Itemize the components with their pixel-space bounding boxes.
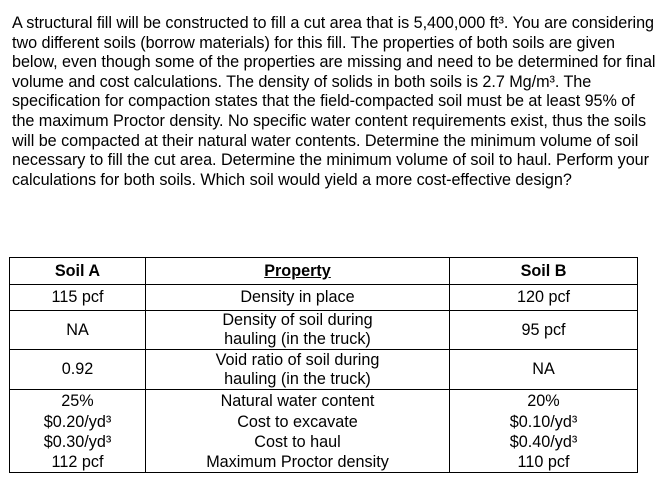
cell-soil-b: 95 pcf [450, 311, 638, 350]
header-soil-a: Soil A [10, 258, 146, 285]
table-row [10, 413, 638, 433]
cell-soil-a: $0.20/yd³ [10, 413, 146, 433]
cell-soil-b: $0.40/yd³ [450, 433, 638, 453]
cell-soil-a: $0.30/yd³ [10, 433, 146, 453]
cell-property: Maximum Proctor density [146, 453, 450, 473]
cell-soil-a: 25% [10, 390, 146, 413]
table-row [10, 311, 638, 350]
header-soil-b: Soil B [450, 258, 638, 285]
cell-property: Natural water content [146, 390, 450, 413]
cell-property: Cost to haul [146, 433, 450, 453]
cell-soil-a: NA [10, 311, 146, 350]
cell-soil-a: 0.92 [10, 350, 146, 390]
cell-soil-b: 110 pcf [450, 453, 638, 473]
table-row [10, 390, 638, 413]
cell-soil-b: $0.10/yd³ [450, 413, 638, 433]
table-row [10, 453, 638, 473]
cell-soil-a: 115 pcf [10, 285, 146, 311]
cell-property: Cost to excavate [146, 413, 450, 433]
cell-soil-b: 20% [450, 390, 638, 413]
problem-statement: A structural fill will be constructed to fill a cut area that is 5,400,000 ft³. You are considering two different soils (borrow materials) for this fill. The properties of both soils are given below, even though some of the properties are missing and need to be determined for final volume and cost calculations. The density of solids in both soils is 2.7 Mg/m³. The specification for compaction states that the field-compacted soil must be at least 95% of the maximum Proctor density. No specific water content requirements exist, thus the soils will be compacted at their natural water contents. Determine the minimum volume of soil necessary to fill the cut area. Determine the minimum volume of soil to haul. Perform your calculations for both soils. Which soil would yield a more cost-effective design? [12, 14, 656, 189]
cell-property: Void ratio of soil during hauling (in the truck) [146, 350, 450, 390]
table-row [10, 433, 638, 453]
table-row [10, 350, 638, 390]
cell-soil-b: NA [450, 350, 638, 390]
cell-property: Density in place [146, 285, 450, 311]
table-header-row [10, 258, 638, 285]
soil-properties-table [9, 257, 638, 473]
cell-soil-a: 112 pcf [10, 453, 146, 473]
table-row [10, 285, 638, 311]
cell-soil-b: 120 pcf [450, 285, 638, 311]
header-property: Property [146, 258, 450, 285]
cell-property: Density of soil during hauling (in the truck) [146, 311, 450, 350]
